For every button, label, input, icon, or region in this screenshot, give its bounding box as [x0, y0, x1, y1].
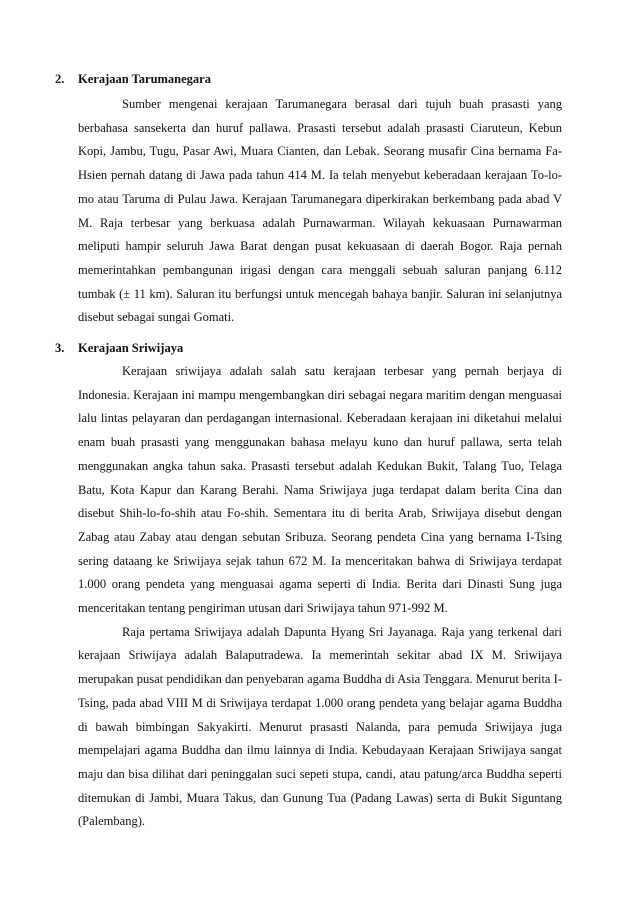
section-tarumanegara [55, 70, 565, 330]
paragraph: Raja pertama Sriwijaya adalah Dapunta Hyang Sri Jayanaga. Raja yang terkenal dari kerajaan Sriwijaya adalah Balaputradewa. Ia memerintah sekitar abad IX M. Sriwijaya merupakan pusat pendidikan dan penyebaran agama Buddha di Asia Tenggara. Menurut berita I-Tsing, pada abad VIII M di Sriwijaya terdapat 1.000 orang pendeta yang belajar agama Buddha di bawah bimbingan Sakyakirti. Menurut prasasti Nalanda, para pemuda Sriwijaya juga mempelajari agama Buddha dan ilmu lainnya di India. Kebudayaan Kerajaan Sriwijaya sangat maju dan bisa dilihat dari peninggalan suci sepeti stupa, candi, atau patung/arca Buddha seperti ditemukan di Jambi, Muara Takus, dan Gunung Tua (Padang Lawas) serta di Bukit Siguntang (Palembang). [78, 624, 562, 829]
paragraph: Sumber mengenai kerajaan Tarumanegara berasal dari tujuh buah prasasti yang berbahasa sansekerta dan huruf pallawa. Prasasti tersebut adalah prasasti Ciaruteun, Kebun Kopi, Jambu, Tugu, Pasar Awi, Muara Cianten, dan Lebak. Seorang musafir Cina bernama Fa-Hsien pernah datang di Jawa pada tahun 414 M. Ia telah menyebut keberadaan kerajaan To-lo-mo atau Taruma di Pulau Jawa. Kerajaan Tarumanegara diperkirakan berkembang pada abad V M. Raja terbesar yang berkuasa adalah Purnawarman. Wilayah kekuasaan Purnawarman meliputi hampir seluruh Jawa Barat dengan pusat kekuasaan di daerah Bogor. Raja pernah memerintahkan pembangunan irigasi dengan cara menggali sebuah saluran panjang 6.112 tumbak (± 11 km). Saluran itu berfungsi untuk mencegah bahaya banjir. Saluran ini selanjutnya disebut sebagai sungai Gomati. [78, 97, 562, 325]
section-title: Kerajaan Tarumanegara [78, 72, 211, 86]
section-heading [55, 339, 565, 357]
section-heading [55, 70, 565, 88]
section-number: 3. [55, 341, 65, 355]
paragraph: Kerajaan sriwijaya adalah salah satu kerajaan terbesar yang pernah berjaya di Indonesia. Kerajaan ini mampu mengembangkan diri sebagai negara maritim dengan menguasai lalu lintas pelayaran dan perdagangan internasional. Keberadaan kerajaan ini diketahui melalui enam buah prasasti yang menggunakan bahasa melayu kuno dan huruf pallawa, serta telah menggunakan angka tahun saka. Prasasti tersebut adalah Kedukan Bukit, Talang Tuo, Telaga Batu, Kota Kapur dan Karang Berahi. Nama Sriwijaya juga terdapat dalam berita Cina dan disebut Shih-lo-fo-shih atau Fo-shih. Sementara itu di berita Arab, Sriwijaya disebut dengan Zabag atau Zabay atau dengan sebutan Sribuza. Seorang pendeta Cina yang bernama I-Tsing sering dataang ke Sriwijaya sejak tahun 672 M. Ia menceritakan bahwa di Sriwijaya terdapat 1.000 orang pendeta yang menguasai agama seperti di India. Berita dari Dinasti Sung juga menceritakan tentang pengiriman utusan dari Sriwijaya tahun 971-992 M. [78, 364, 562, 616]
section-sriwijaya [55, 339, 565, 834]
section-title: Kerajaan Sriwijaya [78, 341, 184, 355]
section-number: 2. [55, 72, 65, 86]
